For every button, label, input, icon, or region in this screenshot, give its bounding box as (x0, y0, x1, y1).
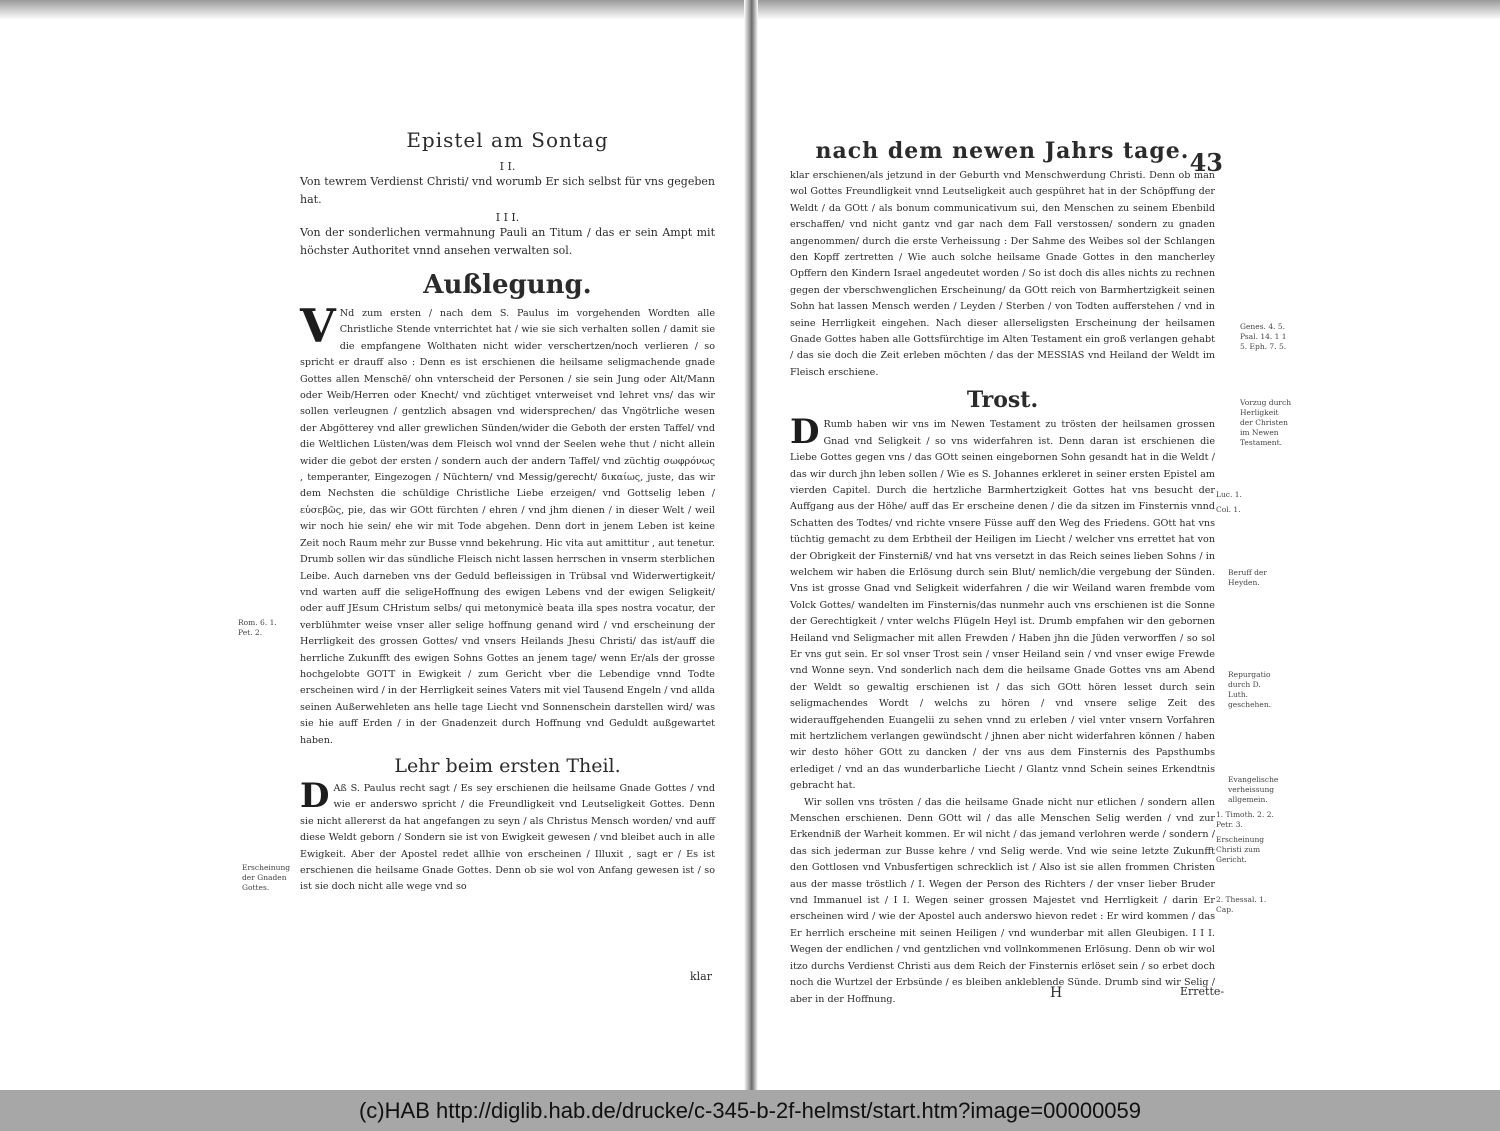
body-text: Aß S. Paulus recht sagt / Es sey erschienen die heilsame Gnade Gottes / vnd wie er anderswo spricht / die Freundligkeit vnd Leutseligkeit Gottes. Denn sie nicht allererst da hat angefangen zu seyn / als Christus Mensch worden/ vnd auff diese Weldt geborn / Sondern sie ist von Ewigkeit gewesen / vnd bleibet auch in alle Ewigkeit. Aber der Apostel redet allhie von erscheinen / Illuxit , sagt er / Es ist erschienen die heilsame Gnade Gottes. Denn ob sie wol von Anfang gewesen ist / so ist sie doch nicht alle wege vnd so (300, 782, 715, 893)
left-catchword: klar (690, 970, 712, 983)
margin-note: 2. Thessal. 1. Cap. (1216, 895, 1267, 914)
book-gutter (744, 0, 758, 1090)
body-paragraph (790, 412, 1215, 794)
body-text: Rumb haben wir vns im Newen Testament zu trösten der heilsamen grossen Gnad vnd Seligkeit / so vns widerfahren ist. Denn daran ist erschienen die Liebe Gottes gegen vns / das GOtt seinen eingebornen Sohn gesandt hat in die Weldt / das wir durch jhn leben sollen / Wie es S. Johannes erkleret in seiner ersten Epistel am vierden Capitel. Durch die hertzliche Barmhertzigkeit Gottes hat vns besucht der Auffgang aus der Höhe/ auff das Er erscheine denen / die da sitzen im Finsternis vnnd Schatten des Todtes/ vnd richte vnsere Füsse auff den Weg des Friedens. GOtt hat vns tüchtig gemacht zu dem Erbtheil der Heiligen im Liecht / welcher vns errettet hat von der Obrigkeit der Finsterniß/ vnd hat vns versetzt in das Reich seines lieben Sohns / in welchem wir haben die Erlösung durch sein Blut/ nemlich/die vergebung der Sünden. Vns ist grosse Gnad vnd Seligkeit widerfahren / die wir Weiland waren frembde vom Volck Gottes/ wandelten im Finsternis/das nunmehr auch vns erschienen ist die Sonne der Gerechtigkeit / vnter welchs Flügeln Heyl ist. Drumb empfahen wir den gebornen Heiland vnd Seligmacher mit allen Frewden / Haben jhn die Jüden verworffen / so sol Er vns gut sein. Er sol vnser Trost sein / vnser Heiland sein / vnd vnser ewige Frewde vnd Wonne seyn. Vnd sonderlich nach dem die heilsame Gnade Gottes vns am Abend der Weldt so gewaltig erschienen ist / das sich GOtt hören lesset durch sein seligmachendes Wordt / welchs zu hören / vnd vnsere selige Zeit des widerauffgehenden Euangelii zu sehen vnnd zu erleben / viel vnter vnsern Vorfahren mit hertzlichem verlangen gewündscht / jhnen aber nicht widerfahren können / haben wir desto höher GOtt zu dancken / der vns aus dem Finsternis des Papsthumbs erlediget / vnd an das wunderbarliche Liecht / Glantz vnnd Schein seines Erkendtnis gebracht hat. (790, 419, 1215, 792)
margin-note: Erscheinung der Gnaden Gottes. (242, 863, 291, 892)
margin-note: Erscheinung Christi zum Gericht. (1216, 835, 1265, 864)
right-catchword: Errette- (1180, 985, 1225, 998)
item-number-3: I I I. (495, 211, 520, 224)
subheading: Lehr beim ersten Theil. (394, 754, 621, 777)
section-heading: Außlegung. (423, 270, 592, 300)
item-text-2: Von tewrem Verdienst Christi/ vnd worumb Er sich selbst für vns gegeben hat. (300, 175, 715, 206)
item-number-2: I I. (499, 160, 516, 173)
body-text: Nd zum ersten / nach dem S. Paulus im vorgehenden Wordten alle Christliche Stende vnterrichtet hat / wie sie sich verhalten sollen / damit sie die empfangene Wolthaten nicht wider verschertzen/noch verlieren / so spricht er drauff also : Denn es ist erschienen die heilsame seligmachende gnade Gottes allen Menschē/ ohn vnterscheid der Personen / sie sein Jung oder Alt/Mann oder Weib/Herren oder Knecht/ vnd züchtiget vnterweiset vnd lehret vns/ das wir sollen verleugnen / gentzlich absagen vnd widersprechen/ das Vngötrliche wesen der Abgötterey vnd aller grewlichen Sünden/wider die Geboth der ersten Taffel/ vnd die Weltlichen Lüsten/was dem Fleisch wol vnnd der Seelen wehe thut / nicht allein wider die gebot der ersten / sondern auch der andern Taffel/ vnd züchtig σωφρόνως , temperanter, Eingezogen / Nüchtern/ vnd Messig/gerecht/ δικαίως, juste, das wir dem Nechsten die schüldige Christliche Liebe erzeigen/ vnd Gottselig leben / εὐσεβῶς, pie, das wir GOtt fürchten / ehren / vnd jhm dienen / in dieser Welt / weil wir noch hie sein/ ehe wir mit Tode abgehen. Denn dort in jenem Leben ist keine Zeit noch Raum mehr zur Busse vnnd bekehrung. Hic vita aut amittitur , aut tenetur. Drumb sollen wir das sündliche Fleisch nicht lassen herrschen in vnserm sterblichen Leibe. Auch darneben vns der Geduld befleissigen in Trübsal vnd Widerwertigkeit/ vnd warten auff die seligeHoffnung des ewigen Lebens vnd der ewigen Seligkeit/ oder auff JEsum CHristum selbs/ qui metonymicè beata illa spes nostra vocatur, der verblühmter weise vnser aller selige hoffnung genand wird / vnd erscheinung der Herrligkeit des grossen Gottes/ vnd vnsers Heilands Jhesu Christi/ das ist/auff die herrliche Zukunfft des ewigen Sohns Gottes an jenem tage/ wenn Er/als der grosse hochgelobte GOTT in Ewigkeit / zum Gericht vber die Lebendige vnnd Todte erscheinen wird / in der Herrligkeit seines Vaters mit viel Tausend Engeln / vnd allda seinen Außerwehleten ans helle tage Liecht vnd Sonnenschein darstellen wird/ was sie hie auff Erden / in der Gnadenzeit durch Hoffnung vnd Geduldt außgewartet haben. (300, 308, 715, 746)
body-paragraph (300, 299, 715, 749)
margin-note: Vorzug durch Herligkeit der Christen im Newen Testament. (1240, 398, 1292, 447)
right-running-head: nach dem newen Jahrs tage. (815, 138, 1190, 164)
subheading: Trost. (966, 387, 1039, 414)
body-text: klar erschienen/als jetzund in der Geburth vnd Menschwerdung Christi. Denn ob man wol Gottes Freundligkeit vnnd Leutseligkeit auch gespühret hat in der Schöpffung der Weldt / da GOtt / als bonum communicativum sui, den Menschen zu seinem Ebenbild erschaffen/ vnd nicht gantz vnd gar nach dem Fall verstossen/ sondern zu gnaden angenommen/ durch die erste Verheissung : Der Sahme des Weibes sol der Schlangen den Kopff zertretten / Wie auch solche heilsame Gnade Gottes in den mancherley Opffern den Kindern Israel angedeutet worden / So ist doch dis alles nichts zu rechnen gegen der vberschwenglichen Erscheinung/ da GOtt reich von Barmhertzigkeit seinen Sohn hat lassen Mensch werden / Leyden / Sterben / von Todten aufferstehen / vnd in seine Herrligkeit eingehen. Nach dieser allerseligsten Erscheinung der heilsamen Gnade Gottes haben alle Gottsfürchtige im Alten Testament ein groß verlangen gehabt / das sie doch die Zeit erleben möchten / das der MESSIAS vnd Heiland der Weldt im Fleisch erschiene. (790, 170, 1215, 378)
page-number: 43 (1189, 148, 1223, 177)
right-page (790, 138, 1223, 1008)
item-text-3: Von der sonderlichen vermahnung Pauli an Titum / das er sein Ampt mit höchster Authoritet vnnd ansehen verwalten sol. (300, 226, 715, 257)
drop-cap: D (790, 412, 820, 453)
body-text: Wir sollen vns trösten / das die heilsame Gnade nicht nur etlichen / sondern allen Menschen erschienen. Denn GOtt wil / das alle Menschen Selig werden / vnd zur Erkendniß der Warheit kommen. Er wil nicht / das jemand verlohren werde / sondern / das sich jederman zur Busse kehre / vnd Selig werde. Vnd wie seine letzte Zukunfft den Gottlosen vnd Vnbusfertigen schrecklich ist / Also ist sie allen frommen Christen aus der masse tröstlich / I. Wegen der Person des Richters / der vnser lieber Bruder vnd Immanuel ist / I I. Wegen seiner grossen Majestet vnd Herrligkeit / darin Er erscheinen wird / wie der Apostel auch anderswo hievon redet : Er wird kommen / das Er herrlich erscheine mit seinen Heiligen / vnd wunderbar mit allen Gleubigen. I I I. Wegen der endlichen / vnd gentzlichen vnd vollnkommenen Erlösung. Denn ob wir wol itzo durchs Verdienst Christi aus dem Reich der Finsternis erlöset sein / so erbet doch noch die Wurtzel der Erbsünde / es bleiben ankleblende Sünde. Drumb sind wir Selig / aber in der Hoffnung. (790, 796, 1215, 1005)
drop-cap: D (300, 775, 330, 816)
copyright-footer: (c)HAB http://diglib.hab.de/drucke/c-345-b-2f-helmst/start.htm?image=00000059 (0, 1090, 1500, 1131)
margin-note: Luc. 1. (1216, 490, 1242, 499)
margin-note: Genes. 4. 5. Psal. 14. 1 1 5. Eph. 7. 5. (1240, 322, 1287, 351)
left-page (300, 128, 715, 896)
margin-note: Beruff der Heyden. (1228, 568, 1267, 587)
drop-cap: V (300, 299, 336, 353)
margin-note: Repurgatio durch D. Luth. geschehen. (1228, 670, 1272, 709)
margin-note: Col. 1. (1216, 505, 1241, 514)
body-paragraph (300, 775, 715, 896)
margin-note: Evangelische verheissung allgemein. (1228, 775, 1279, 804)
left-running-head: Epistel am Sontag (406, 128, 609, 152)
margin-note: Rom. 6. 1. Pet. 2. (238, 618, 277, 637)
signature-mark: H (1050, 985, 1063, 1001)
margin-note: 1. Timoth. 2. 2. Petr. 3. (1216, 810, 1274, 829)
